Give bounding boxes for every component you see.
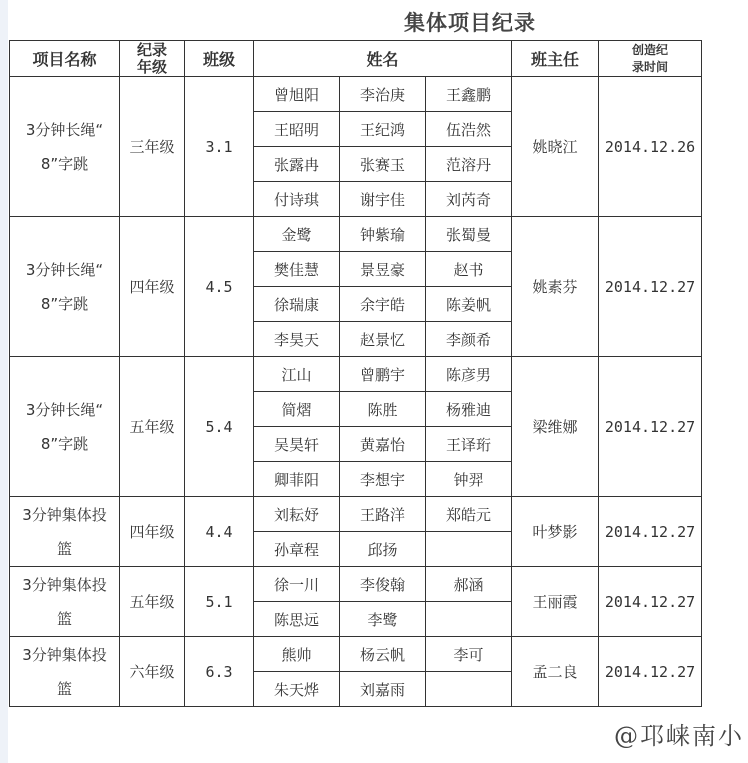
- project-line1: 3分钟长绳“: [25, 120, 104, 139]
- watermark: @邛崃南小: [614, 722, 744, 750]
- student-name-cell: 付诗琪: [254, 182, 340, 217]
- student-name-cell: 卿菲阳: [254, 462, 340, 497]
- project-line2: 8”字跳: [40, 294, 89, 313]
- record-row: [10, 567, 702, 602]
- student-name-cell: 范溶丹: [426, 147, 512, 182]
- student-name-cell: 吴昊轩: [254, 427, 340, 462]
- student-name-cell: [426, 602, 512, 637]
- teacher-cell: 叶梦影: [512, 497, 599, 567]
- project-line2: 篮: [56, 609, 72, 628]
- student-name-cell: 李鹭: [340, 602, 426, 637]
- project-cell: [10, 567, 120, 637]
- class-cell: 5.4: [185, 357, 254, 497]
- student-name-cell: 郝涵: [426, 567, 512, 602]
- grade-cell: 三年级: [120, 77, 185, 217]
- teacher-cell: 姚素芬: [512, 217, 599, 357]
- student-name-cell: 陈姜帆: [426, 287, 512, 322]
- header-project: 项目名称: [10, 41, 120, 77]
- project-cell: [10, 497, 120, 567]
- student-name-cell: 钟紫瑜: [340, 217, 426, 252]
- student-name-cell: [426, 672, 512, 707]
- student-name-cell: 黄嘉怡: [340, 427, 426, 462]
- student-name-cell: 陈思远: [254, 602, 340, 637]
- student-name-cell: 金鹭: [254, 217, 340, 252]
- project-line1: 3分钟长绳“: [25, 400, 104, 419]
- project-line1: 3分钟长绳“: [25, 260, 104, 279]
- grade-cell: 六年级: [120, 637, 185, 707]
- student-name-cell: 张露冉: [254, 147, 340, 182]
- records-table: [9, 40, 702, 707]
- student-name-cell: 曾旭阳: [254, 77, 340, 112]
- student-name-cell: 杨雅迪: [426, 392, 512, 427]
- class-cell: 4.4: [185, 497, 254, 567]
- page-title: 集体项目纪录: [404, 10, 536, 35]
- student-name-cell: 李俊翰: [340, 567, 426, 602]
- student-name-cell: 樊佳慧: [254, 252, 340, 287]
- student-name-cell: 王路洋: [340, 497, 426, 532]
- class-cell: 4.5: [185, 217, 254, 357]
- date-cell: 2014.12.27: [599, 217, 702, 357]
- header-class: 班级: [185, 41, 254, 77]
- record-row: [10, 357, 702, 392]
- teacher-cell: 孟二良: [512, 637, 599, 707]
- date-cell: 2014.12.27: [599, 637, 702, 707]
- page-left-strip: [0, 0, 8, 763]
- student-name-cell: 王昭明: [254, 112, 340, 147]
- header-grade-line2: 年级: [136, 57, 167, 76]
- student-name-cell: 徐瑞康: [254, 287, 340, 322]
- project-cell: [10, 357, 120, 497]
- date-cell: 2014.12.26: [599, 77, 702, 217]
- student-name-cell: 邱扬: [340, 532, 426, 567]
- project-cell: [10, 77, 120, 217]
- student-name-cell: 余宇皓: [340, 287, 426, 322]
- student-name-cell: 钟羿: [426, 462, 512, 497]
- student-name-cell: 王纪鸿: [340, 112, 426, 147]
- student-name-cell: 郑皓元: [426, 497, 512, 532]
- student-name-cell: 景昱豪: [340, 252, 426, 287]
- student-name-cell: 朱天烨: [254, 672, 340, 707]
- teacher-cell: 梁维娜: [512, 357, 599, 497]
- student-name-cell: 张赛玉: [340, 147, 426, 182]
- class-cell: 3.1: [185, 77, 254, 217]
- student-name-cell: 赵书: [426, 252, 512, 287]
- header-date-line1: 创造纪: [632, 42, 669, 57]
- student-name-cell: 杨云帆: [340, 637, 426, 672]
- student-name-cell: 刘芮奇: [426, 182, 512, 217]
- grade-cell: 四年级: [120, 497, 185, 567]
- grade-cell: 五年级: [120, 567, 185, 637]
- project-line2: 篮: [56, 539, 72, 558]
- student-name-cell: 熊帅: [254, 637, 340, 672]
- student-name-cell: 张蜀曼: [426, 217, 512, 252]
- student-name-cell: 孙章程: [254, 532, 340, 567]
- date-cell: 2014.12.27: [599, 357, 702, 497]
- student-name-cell: 李颜希: [426, 322, 512, 357]
- project-line2: 8”字跳: [40, 434, 89, 453]
- record-row: [10, 77, 702, 112]
- teacher-cell: 姚晓江: [512, 77, 599, 217]
- date-cell: 2014.12.27: [599, 497, 702, 567]
- date-cell: 2014.12.27: [599, 567, 702, 637]
- project-line1: 3分钟集体投: [22, 575, 107, 594]
- project-cell: [10, 217, 120, 357]
- teacher-cell: 王丽霞: [512, 567, 599, 637]
- student-name-cell: 李治庚: [340, 77, 426, 112]
- student-name-cell: 刘嘉雨: [340, 672, 426, 707]
- student-name-cell: 李想宇: [340, 462, 426, 497]
- student-name-cell: 赵景忆: [340, 322, 426, 357]
- student-name-cell: [426, 532, 512, 567]
- record-row: [10, 217, 702, 252]
- record-row: [10, 497, 702, 532]
- student-name-cell: 曾鹏宇: [340, 357, 426, 392]
- project-cell: [10, 637, 120, 707]
- student-name-cell: 谢宇佳: [340, 182, 426, 217]
- student-name-cell: 简熠: [254, 392, 340, 427]
- header-grade: [120, 41, 185, 77]
- student-name-cell: 李可: [426, 637, 512, 672]
- header-teacher: 班主任: [512, 41, 599, 77]
- grade-cell: 四年级: [120, 217, 185, 357]
- class-cell: 6.3: [185, 637, 254, 707]
- student-name-cell: 陈彦男: [426, 357, 512, 392]
- project-line1: 3分钟集体投: [22, 505, 107, 524]
- student-name-cell: 伍浩然: [426, 112, 512, 147]
- project-line2: 8”字跳: [40, 154, 89, 173]
- header-grade-line1: 纪录: [136, 40, 167, 59]
- header-names: 姓名: [254, 41, 512, 77]
- student-name-cell: 江山: [254, 357, 340, 392]
- grade-cell: 五年级: [120, 357, 185, 497]
- student-name-cell: 王译珩: [426, 427, 512, 462]
- project-line2: 篮: [56, 679, 72, 698]
- student-name-cell: 陈胜: [340, 392, 426, 427]
- student-name-cell: 徐一川: [254, 567, 340, 602]
- header-date: [599, 41, 702, 77]
- header-date-line2: 录时间: [632, 59, 669, 74]
- class-cell: 5.1: [185, 567, 254, 637]
- project-line1: 3分钟集体投: [22, 645, 107, 664]
- header-row: [10, 41, 702, 77]
- student-name-cell: 刘耘妤: [254, 497, 340, 532]
- record-row: [10, 637, 702, 672]
- student-name-cell: 王鑫鹏: [426, 77, 512, 112]
- student-name-cell: 李昊天: [254, 322, 340, 357]
